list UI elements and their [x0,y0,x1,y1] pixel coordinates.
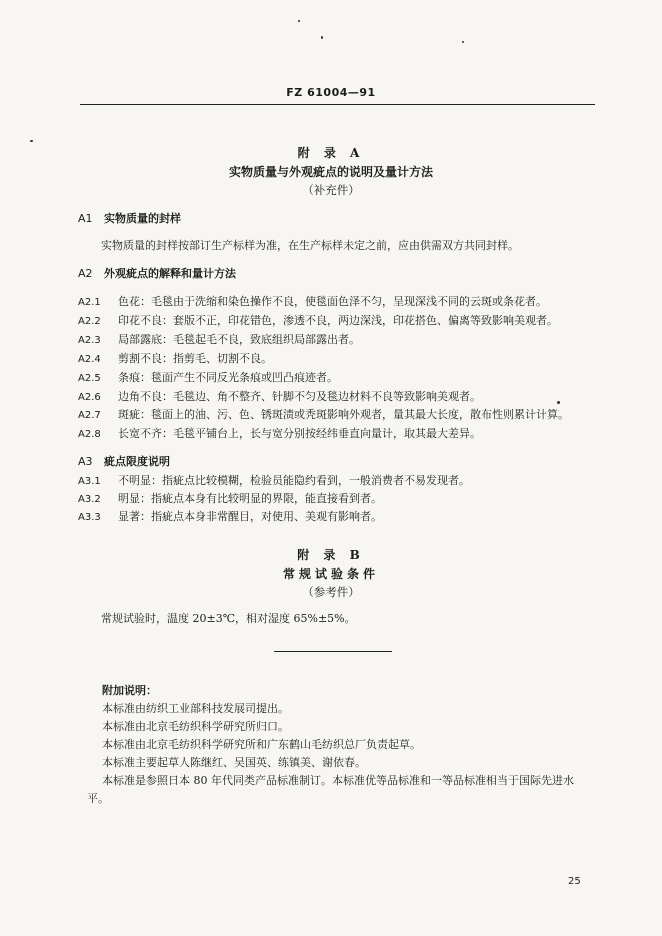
section-number: A1 [78,212,93,225]
appendix-b-note: （参考件） [302,585,360,599]
clause-text: 局部露底：毛毯起毛不良，致底组织局部露出者。 [118,333,360,346]
clause-text: 不明显：指疵点比较模糊，检验员能隐约看到，一般消费者不易发现者。 [118,474,470,487]
scan-speck [321,36,323,39]
clause-text: 显著：指疵点本身非常醒目，对使用、美观有影响者。 [118,510,382,523]
clause-item [78,472,470,488]
clause-number: A2.8 [78,429,101,440]
page-number: 25 [568,876,581,887]
appendix-a-note: （补充件） [302,183,360,197]
clause-item [78,350,272,366]
section-title: 外观疵点的解释和量计方法 [104,267,236,280]
separator-rule [274,651,392,652]
additional-note-wrap: 平。 [87,792,109,805]
clause-item [78,331,360,347]
additional-notes-heading: 附加说明： [102,684,157,697]
clause-text: 边角不良：毛毯边、角不整齐、针脚不匀及毯边材料不良等致影响美观者。 [118,390,481,403]
clause-number: A3.3 [78,512,101,523]
clause-number: A3.2 [78,494,101,505]
appendix-b-title: 附 录 B [297,548,365,562]
clause-item [78,425,481,441]
clause-item [78,508,382,524]
clause-item [78,293,547,309]
additional-note-line: 本标准主要起草人陈继红、吴国英、练镇美、谢依春。 [102,756,366,769]
clause-item [78,406,569,422]
clause-number: A2.6 [78,392,101,403]
clause-number: A2.5 [78,373,101,384]
clause-number: A2.3 [78,335,101,346]
section-title: 疵点限度说明 [104,455,170,468]
clause-item [78,388,481,404]
clause-text: 印花不良：套版不正，印花错色，渗透不良，两边深浅，印花搭色、偏离等致影响美观者。 [118,314,558,327]
clause-text: 色花：毛毯由于洗缩和染色操作不良，使毯面色泽不匀，呈现深浅不同的云斑或条花者。 [118,295,547,308]
clause-item [78,312,558,328]
appendix-a-subtitle: 实物质量与外观疵点的说明及量计方法 [228,165,433,179]
section-heading [78,265,236,281]
clause-text: 长宽不齐：毛毯平铺台上，长与宽分别按经纬垂直向量计，取其最大差异。 [118,427,481,440]
section-heading [78,210,181,226]
section-title: 实物质量的封样 [104,212,181,225]
standard-code: FZ 61004—91 [286,86,376,99]
section-paragraph: 实物质量的封样按部订生产标样为准，在生产标样未定之前，应由供需双方共同封样。 [101,239,519,252]
scan-speck [462,41,464,43]
additional-note-line: 本标准由北京毛纺织科学研究所归口。 [102,720,289,733]
clause-number: A2.4 [78,354,101,365]
scan-speck [557,401,560,404]
appendix-b-paragraph: 常规试验时，温度 20±3℃，相对湿度 65%±5%。 [101,612,356,625]
clause-item [78,490,382,506]
clause-text: 剪割不良：指剪毛、切割不良。 [118,352,272,365]
clause-text: 条痕：毯面产生不同反光条痕或凹凸痕迹者。 [118,371,338,384]
clause-number: A3.1 [78,476,101,487]
clause-item [78,369,338,385]
clause-number: A2.2 [78,316,101,327]
clause-text: 斑疵：毯面上的油、污、色、锈斑渍或秃斑影响外观者，量其最大长度，散布性则累计计算。 [118,408,569,421]
section-number: A2 [78,267,93,280]
additional-note-line: 本标准由纺织工业部科技发展司提出。 [102,702,289,715]
additional-note-line: 本标准由北京毛纺织科学研究所和广东鹤山毛纺织总厂负责起草。 [102,738,421,751]
additional-note-line: 本标准是参照日本 80 年代同类产品标准制订。本标准优等品标准和一等品标准相当于国际先进水 [102,774,574,787]
section-heading [78,453,170,469]
clause-number: A2.1 [78,297,101,308]
section-number: A3 [78,455,93,468]
clause-number: A2.7 [78,410,101,421]
appendix-b-subtitle: 常规试验条件 [282,567,379,581]
clause-text: 明显：指疵点本身有比较明显的界限，能直接看到者。 [118,492,382,505]
header-rule [80,104,595,105]
appendix-a-title: 附 录 A [297,146,365,160]
scan-speck [298,20,300,22]
scan-speck [30,140,33,142]
